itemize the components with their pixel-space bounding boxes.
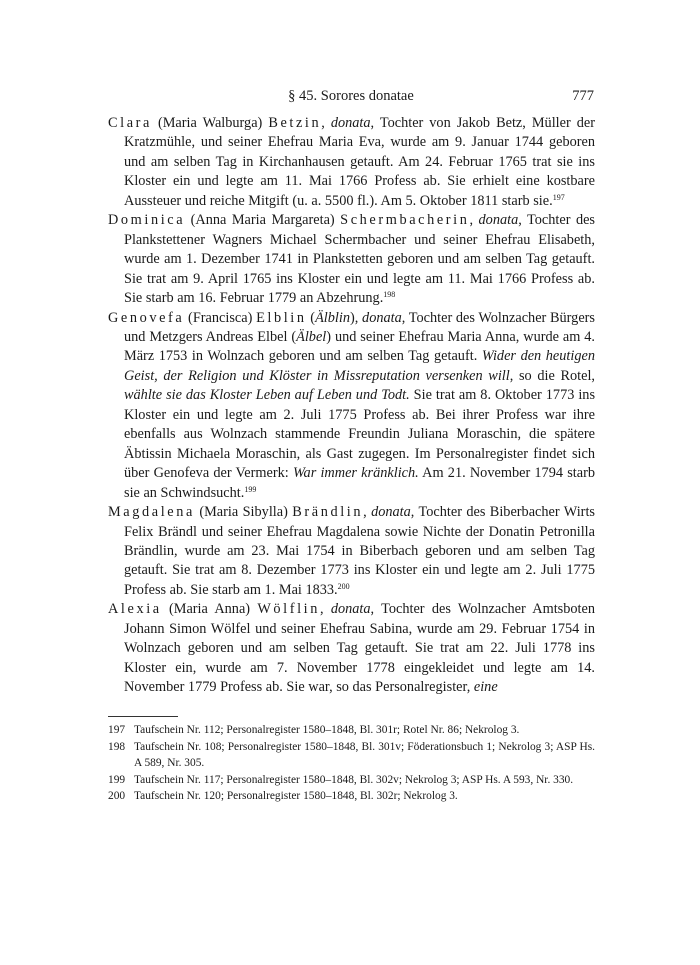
footnote-number: 197	[108, 724, 126, 736]
footnote-ref: 199	[244, 484, 257, 494]
entry-dominica: Dominica (Anna Maria Margareta) Schermbacherin, donata, Tochter des Plankstettener Wagners Michael Schermbacher und seiner Ehefrau Elisabeth, wurde am 1. Dezember 1741 in Plankstetten geboren und am selben Tag getauft. Sie trat am 9. April 1765 ins Kloster ein und legte am 11. Mai 1766 Profess ab. Sie starb am 16. Februar 1779 an Abzehrung.$^{198}$	[108, 212, 595, 307]
entry-religious-name: Dominica	[108, 212, 186, 229]
footnote-ref: 200	[337, 581, 350, 591]
footnote-ref: 198	[383, 290, 396, 300]
entry-alexia: Alexia (Maria Anna) Wölflin, donata, Tochter des Wolnzacher Amtsboten Johann Simon Wölfel und seiner Ehefrau Sabina, wurde am 29. Februar 1754 in Wolnzach geboren und am selben Tag getauft. Sie trat am 22. Juli 1778 ins Kloster ein, wurde am 7. November 1778 eingekleidet und legte am 14. November 1779 Profess ab. Sie war, so das Personalregister, eine	[108, 601, 595, 696]
entry-surname: Betzin	[268, 115, 322, 131]
footnote-number: 200	[108, 790, 126, 803]
main-text	[108, 114, 595, 698]
entry-secular-name: (Maria Sibylla)	[194, 504, 293, 521]
footnote-text: Taufschein Nr. 117; Personalregister 1580–1848, Bl. 302v; Nekrolog 3; ASP Hs. A 593, Nr. 330.	[134, 773, 574, 786]
entry-religious-name: Genovefa	[108, 309, 185, 326]
footnotes	[108, 722, 595, 805]
entry-surname: Elblin	[256, 309, 307, 326]
footnote	[108, 788, 595, 805]
entry-secular-name: (Anna Maria Margareta)	[185, 212, 341, 229]
entry-religious-name: Alexia	[108, 601, 162, 618]
entry-magdalena: Magdalena (Maria Sibylla) Brändlin, donata, Tochter des Biberbacher Wirts Felix Brändl und seiner Ehefrau Magdalena sowie Nichte der Donatin Petronilla Brändlin, wurde am 23. Mai 1754 in Biberbach geboren und am selben Tag getauft. Sie trat am 8. Dezember 1773 ins Kloster ein und legte am 2. Juli 1775 Profess ab. Sie starb am 1. Mai 1833.$^{200}$	[108, 504, 595, 598]
register-quote: War immer kränklich.	[292, 465, 419, 482]
footnote-text: Taufschein Nr. 112; Personalregister 1580–1848, Bl. 301r; Rotel Nr. 86; Nekrolog 3.	[134, 724, 520, 736]
footnote-ref: 197	[552, 192, 565, 202]
entry-clara: Clara (Maria Walburga) Betzin, donata, Tochter von Jakob Betz, Müller der Kratzmühle, und seiner Ehefrau Maria Eva, wurde am 9. Januar 1744 geboren und am selben Tag in Kirchanhausen getauft. Am 24. Februar 1765 trat sie ins Kloster ein und legte am 11. Mai 1766 Profess ab. Sie erhielt eine kostbare Aussteuer und reiche Mitgift (u. a. 5500 fl.). Am 5. Oktober 1811 starb sie.$^{197}$	[108, 115, 595, 209]
entry-secular-name: (Maria Anna)	[161, 601, 258, 618]
footnote	[108, 772, 595, 789]
running-head	[108, 88, 594, 108]
rotel-quote: Wider den heutigen Geist, der Religion und Klöster in Missreputation versenken will	[124, 348, 596, 384]
footnote-separator	[108, 716, 178, 717]
footnote-text: Taufschein Nr. 120; Personalregister 1580–1848, Bl. 302r; Nekrolog 3.	[134, 790, 458, 803]
footnote-number: 198	[108, 740, 126, 753]
entry-secular-name: (Maria Walburga)	[151, 115, 269, 131]
entry-surname: Wölflin	[257, 601, 320, 618]
entry-surname: Schermbacherin	[340, 212, 470, 229]
entry-genovefa: Genovefa (Francisca) Elblin (Älblin), donata, Tochter des Wolnzacher Bürgers und Metzgers Andreas Elbel (Älbel) und seiner Ehefrau Maria Anna, wurde am 4. März 1753 in Wolnzach geboren und am selben Tag getauft. Wider den heutigen Geist, der Religion und Klöster in Missreputation versenken will, so die Rotel, wählte sie das Kloster Leben auf Leben und Todt. Sie trat am 8. Oktober 1773 ins Kloster ein und legte am 2. Juli 1775 Profess ab. Bei ihrer Profess war ihre ebenfalls aus Wolnzach stammende Freundin Juliana Moraschin, die spätere Äbtissin Michaela Moraschin, als Gast zugegen. Im Personalregister findet sich über Genofeva der Vermerk: War immer kränklich. Am 21. November 1794 starb sie an Schwindsucht.$^{199}$	[108, 309, 596, 501]
footnote-number: 199	[108, 773, 126, 786]
rotel-quote: wählte sie das Kloster Leben auf Leben und Todt.	[124, 387, 410, 404]
footnote-text: Taufschein Nr. 108; Personalregister 1580–1848, Bl. 301v; Föderationsbuch 1; Nekrolog 3; ASP Hs. A 589, Nr. 305.	[134, 740, 595, 770]
entry-religious-name: Magdalena	[108, 504, 195, 521]
running-head-title: § 45. Sorores donatae	[288, 88, 414, 104]
footnote	[108, 739, 595, 772]
footnote	[108, 722, 595, 739]
page-number: 777	[572, 88, 594, 104]
entry-religious-name: Clara	[108, 115, 152, 131]
entry-secular-name: (Francisca)	[184, 309, 257, 326]
entry-surname: Brändlin	[292, 504, 364, 521]
